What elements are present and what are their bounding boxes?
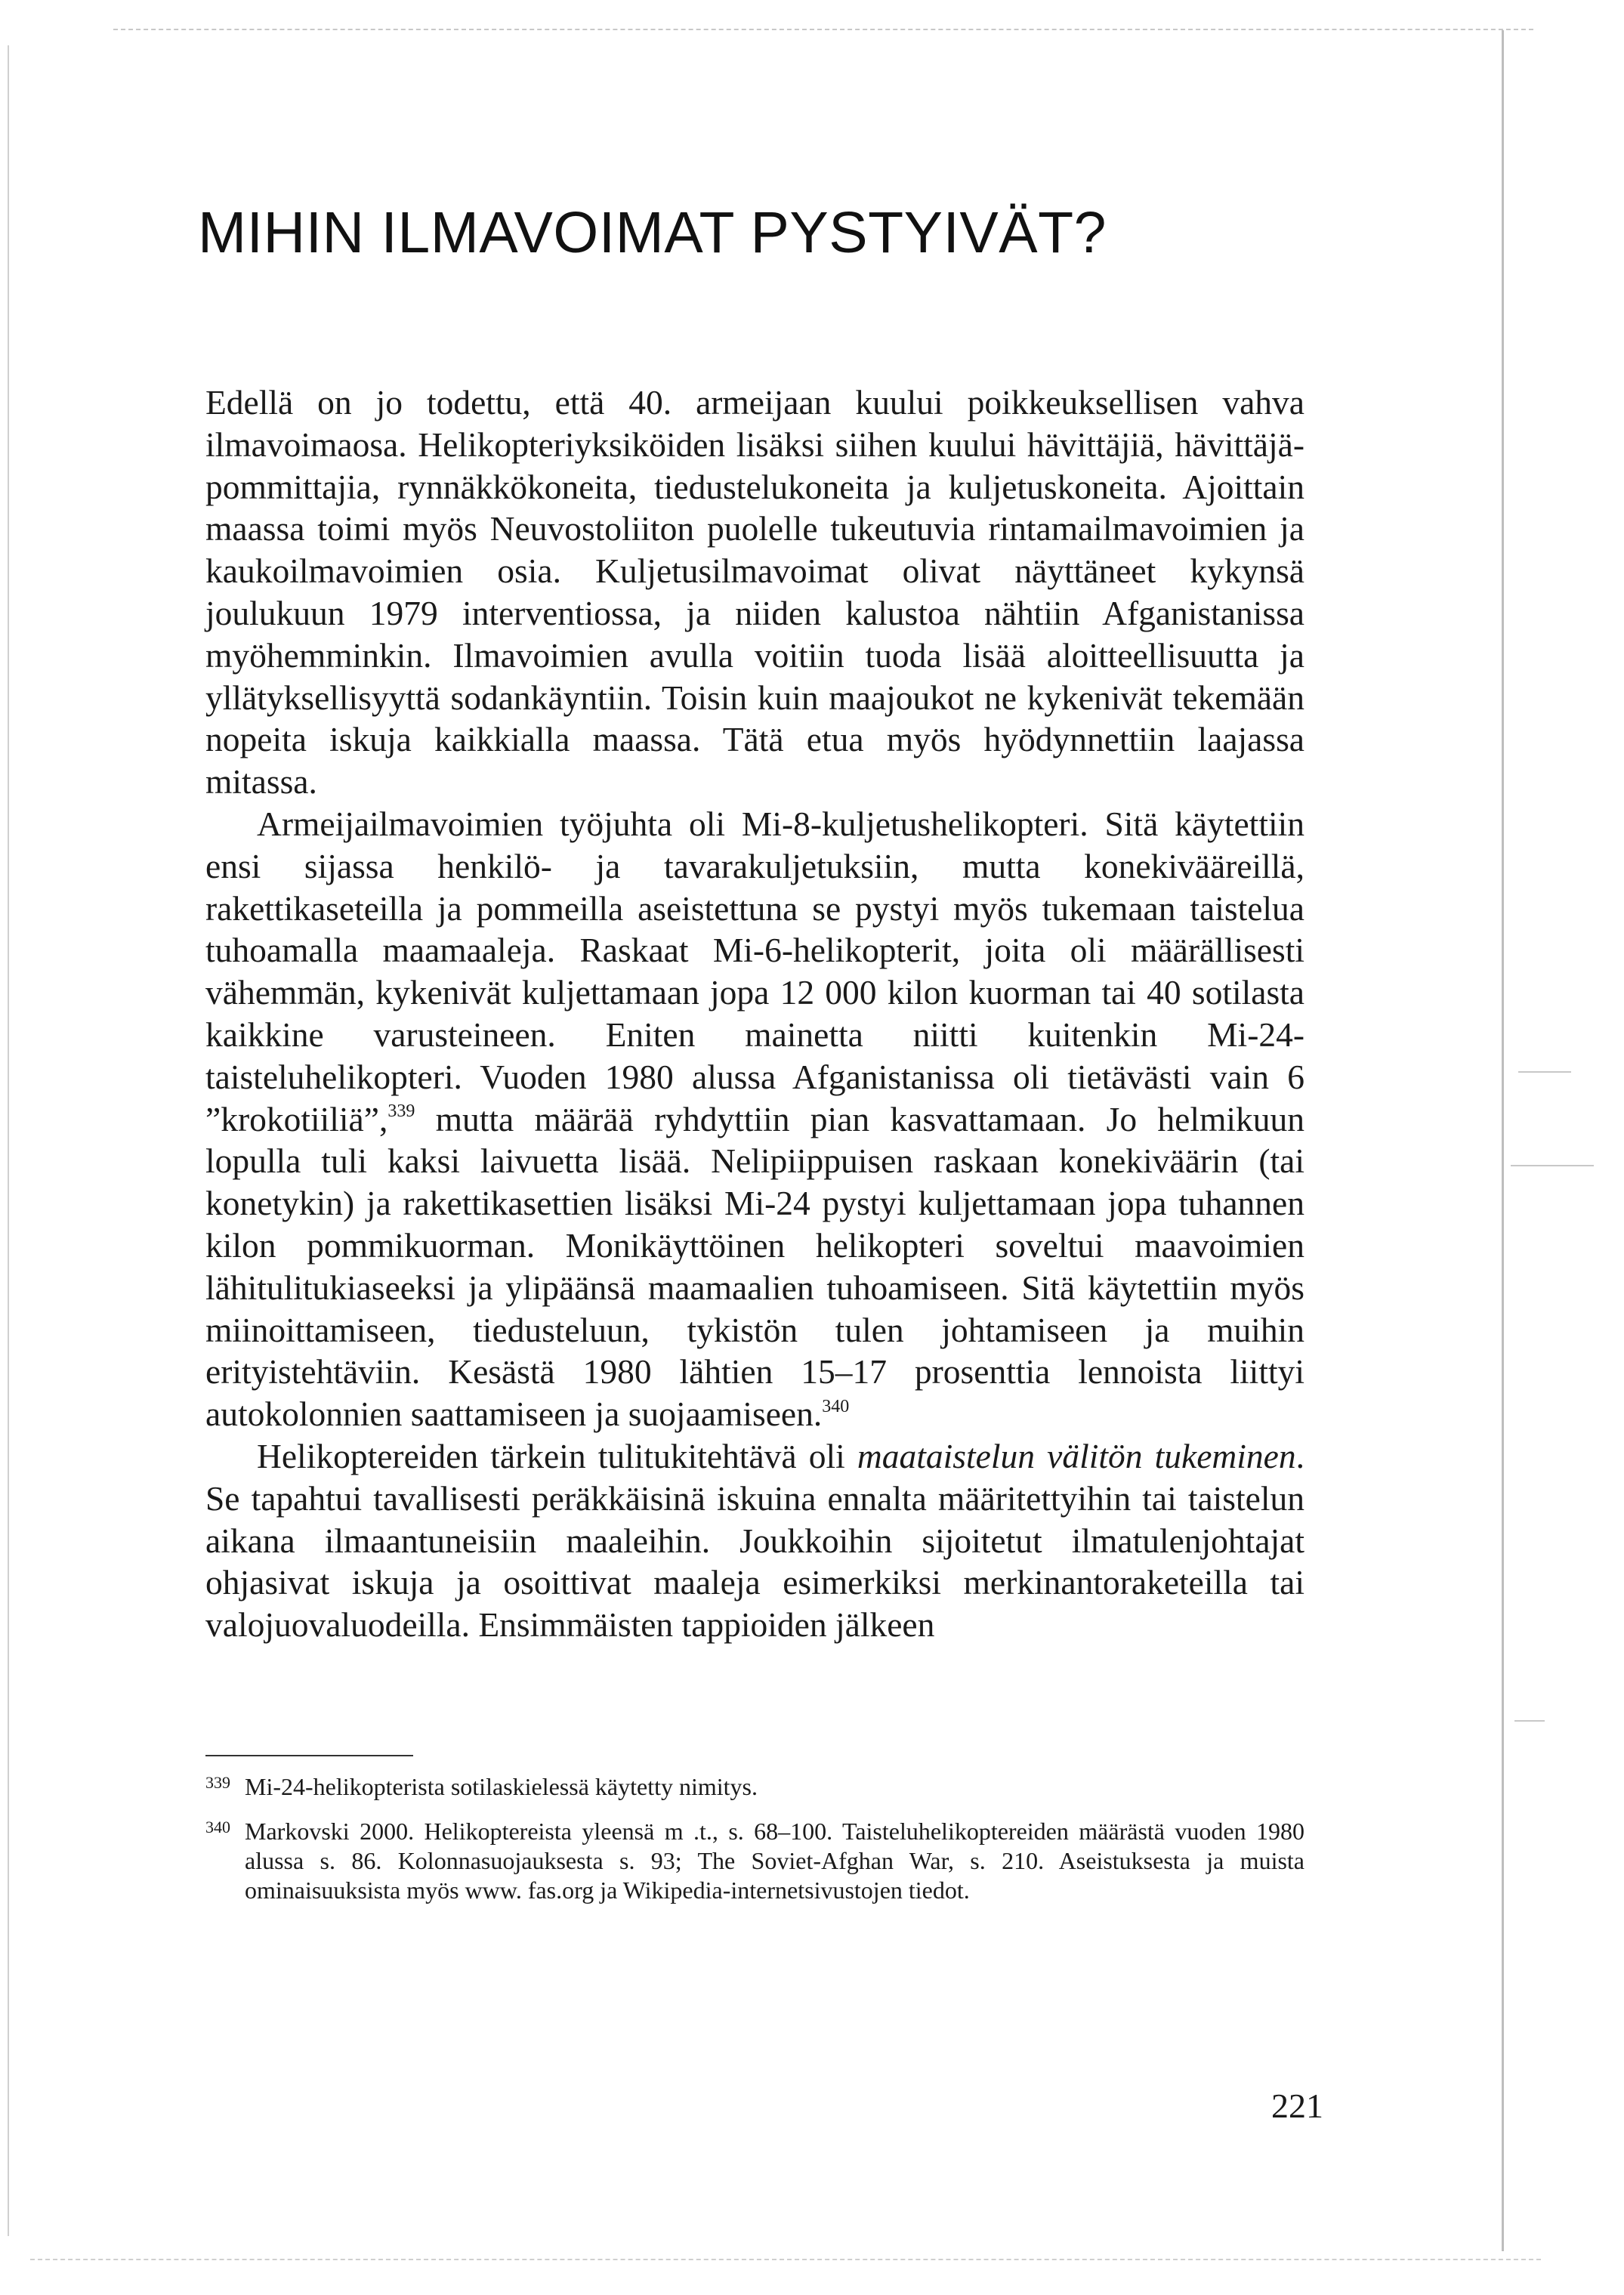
footnote-number: 340 <box>205 1818 230 1836</box>
footnote-reference[interactable]: 339 <box>387 1101 415 1122</box>
page-number: 221 <box>1271 2087 1323 2125</box>
scan-right-edge <box>1502 30 1504 2251</box>
paragraph <box>205 381 1304 803</box>
margin-mark <box>1514 1720 1545 1722</box>
footnote-divider <box>205 1755 413 1756</box>
paragraph <box>205 803 1304 1435</box>
footnote-number: 339 <box>205 1773 230 1792</box>
scan-bottom-edge <box>30 2259 1541 2260</box>
paragraph-text: . Se tapahtui tavallisesti peräkkäisinä iskuina ennalta määritettyihin tai taistelun aikana ilmaantuneisiin maaleihin. Joukkoihin sijoitetut ilmatulenjohtajat ohjasivat iskuja ja osoittivat maaleja esimerkiksi merkinantoraketeilla tai valojuovaluodeilla. Ensimmäisten tappioiden jälkeen <box>205 1436 1305 1645</box>
footnotes <box>205 1772 1304 1920</box>
margin-mark <box>1511 1165 1594 1166</box>
footnote-text: Markovski 2000. Helikoptereista yleensä m .t., s. 68–100. Taisteluhelikoptereiden määrästä vuoden 1980 alussa s. 86. Kolonnasuojauksesta s. 93; The Soviet-Afghan War, s. 210. Aseistuksesta ja muista ominaisuuksista myös www. fas.org ja Wikipedia-internetsivustojen tiedot. <box>245 1818 1304 1904</box>
emphasis-text: maataistelun välitön tukeminen <box>857 1436 1296 1475</box>
footnote-text: Mi-24-helikopterista sotilaskielessä käytetty nimitys. <box>245 1773 758 1800</box>
chapter-title: MIHIN ILMAVOIMAT PYSTYIVÄT? <box>198 200 1107 265</box>
footnote <box>205 1817 1304 1905</box>
margin-mark <box>1518 1071 1571 1073</box>
paragraph-text: mutta määrää ryhdyttiin pian kasvattamaan. Jo helmikuun lopulla tuli kaksi laivuetta lisää. Nelipiippuisen raskaan konekiväärin (tai konetykin) ja rakettikasettien lisäksi Mi-24 pystyi kuljettamaan jopa tuhannen kilon pommikuorman. Monikäyttöinen helikopteri soveltui maavoimien lähitulitukiaseeksi ja ylipäänsä maamaalien tuhoamiseen. Sitä käytettiin myös miinoittamiseen, tiedusteluun, tykistön tulen johtamiseen ja muihin erityistehtäviin. Kesästä 1980 lähtien 15–17 prosenttia lennoista liittyi autokolonnien saattamiseen ja suojaamiseen. <box>205 1099 1304 1434</box>
footnote <box>205 1772 1304 1802</box>
paragraph <box>205 1435 1304 1646</box>
paragraph-text: Edellä on jo todettu, että 40. armeijaan kuului poikkeuksellisen vahva ilmavoimaosa. Helikopteriyksiköiden lisäksi siihen kuului hävittäjiä, hävittäjä-pommittajia, rynnäkkökoneita, tiedustelukoneita ja kuljetuskoneita. Ajoittain maassa toimi myös Neuvostoliiton puolelle tukeutuvia rintamailmavoimien ja kaukoilmavoimien osia. Kuljetusilmavoimat olivat näyttäneet kykynsä joulukuun 1979 interventiossa, ja niiden kalustoa nähtiin Afganistanissa myöhemminkin. Ilmavoimien avulla voitiin tuoda lisää aloitteellisuutta ja yllätyksellisyyttä sodankäyntiin. Toisin kuin maajoukot ne kykenivät tekemään nopeita iskuja kaikkialla maassa. Tätä etua myös hyödynnettiin laajassa mitassa. <box>205 383 1304 802</box>
body-text <box>205 381 1304 1646</box>
paragraph-text: Armeijailmavoimien työjuhta oli Mi-8-kuljetushelikopteri. Sitä käytettiin ensi sijassa henkilö- ja tavarakuljetuksiin, mutta konekivääreillä, rakettikaseteilla ja pommeilla aseistettuna se pystyi myös tukemaan taistelua tuhoamalla maamaaleja. Raskaat Mi-6-helikopterit, joita oli määrällisesti vähemmän, kykenivät kuljettamaan jopa 12 000 kilon kuorman tai 40 sotilasta kaikkine varusteineen. Eniten mainetta niitti kuitenkin Mi-24-taisteluhelikopteri. Vuoden 1980 alussa Afganistanissa oli tietävästi vain 6 ”krokotiiliä”, <box>205 804 1304 1138</box>
scan-left-edge <box>8 45 9 2236</box>
paragraph-text: Helikoptereiden tärkein tulitukitehtävä oli <box>257 1436 857 1475</box>
footnote-reference[interactable]: 340 <box>822 1396 850 1416</box>
scan-top-edge <box>113 29 1533 30</box>
